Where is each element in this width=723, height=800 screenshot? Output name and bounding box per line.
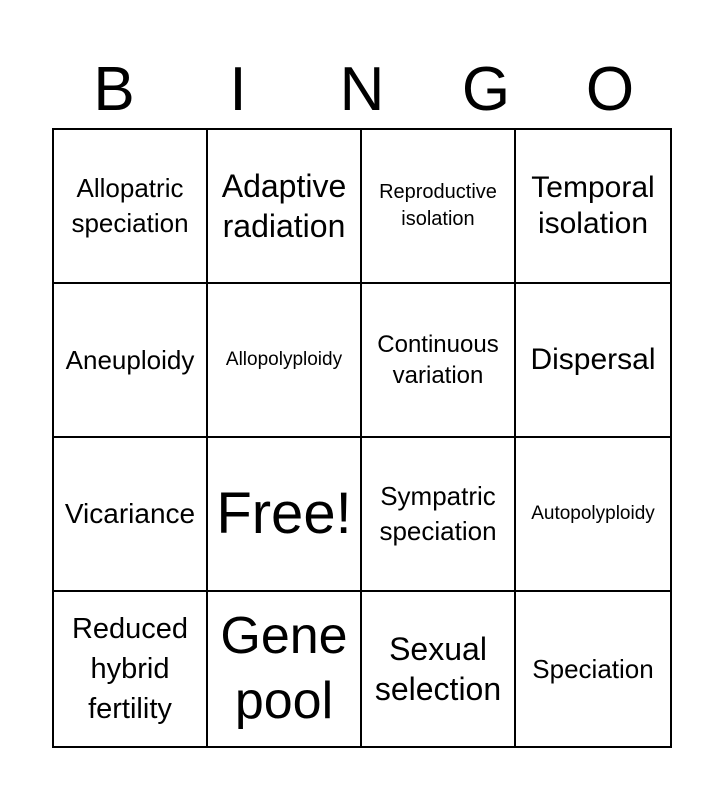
bingo-cell-text: Allopolyploidy [225, 348, 343, 370]
header-letter-i: I [229, 55, 247, 124]
bingo-cell-text: Reproductive isolation [379, 181, 497, 230]
bingo-cell[interactable] [54, 592, 208, 746]
bingo-cell[interactable] [208, 284, 362, 438]
bingo-cell[interactable] [516, 130, 670, 284]
bingo-cell[interactable] [362, 592, 516, 746]
bingo-cell[interactable] [516, 438, 670, 592]
header-letter-o: O [585, 55, 635, 124]
bingo-cell[interactable] [362, 284, 516, 438]
bingo-cell-text: Adaptive radiation [221, 168, 347, 244]
bingo-cell[interactable] [208, 592, 362, 746]
bingo-cell[interactable] [208, 130, 362, 284]
bingo-cell-text: Sympatric speciation [379, 480, 497, 546]
header-letter-g: G [461, 55, 511, 124]
bingo-cell-text: Free! [216, 480, 352, 546]
bingo-cell[interactable] [54, 438, 208, 592]
bingo-cell-text: Aneuploidy [65, 344, 195, 375]
bingo-cell[interactable] [54, 284, 208, 438]
bingo-cell-text: Allopatric speciation [71, 172, 189, 238]
bingo-cell[interactable] [516, 592, 670, 746]
bingo-cell-text: Autopolyploidy [531, 502, 655, 524]
bingo-header [52, 52, 672, 128]
bingo-cell-text: Reduced hybrid fertility [71, 612, 189, 725]
bingo-free-cell[interactable] [208, 438, 362, 592]
header-letter-b: B [93, 55, 135, 124]
bingo-cell[interactable] [516, 284, 670, 438]
bingo-cell[interactable] [362, 130, 516, 284]
bingo-cell-text: Speciation [532, 653, 654, 684]
bingo-card-grid [52, 128, 672, 748]
bingo-cell-text: Dispersal [530, 343, 656, 376]
bingo-cell-text: Sexual selection [374, 631, 502, 707]
bingo-cell[interactable] [362, 438, 516, 592]
bingo-cell-text: Vicariance [64, 498, 196, 530]
bingo-cell-text: Temporal isolation [531, 171, 655, 240]
bingo-cell-text: Continuous variation [377, 330, 499, 389]
bingo-cell-text: Gene pool [220, 607, 348, 730]
bingo-cell[interactable] [54, 130, 208, 284]
header-letter-n: N [339, 55, 385, 124]
